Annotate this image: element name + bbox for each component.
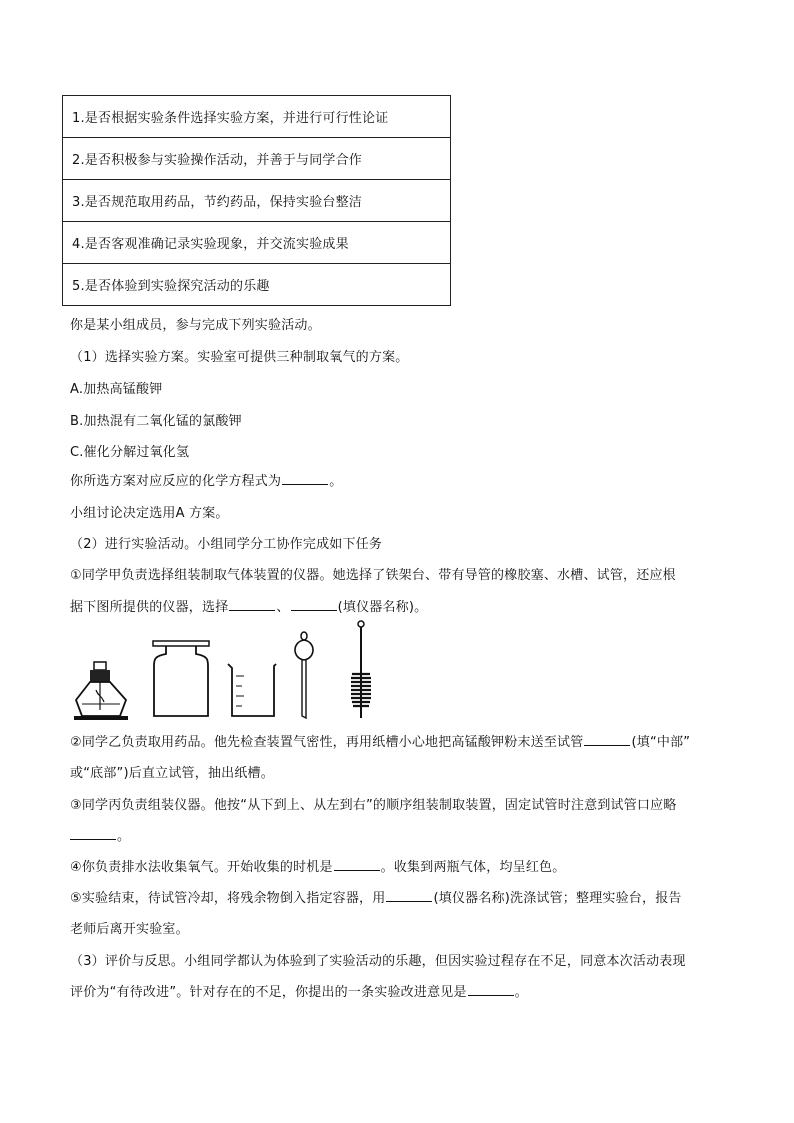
- alcohol-lamp-icon: [72, 660, 130, 722]
- answer-blank[interactable]: [334, 858, 380, 871]
- beaker-icon: [226, 662, 278, 720]
- step-2-hint: (填“中部”: [631, 735, 691, 750]
- step-3-line-2: [70, 825, 130, 844]
- answer-blank[interactable]: [291, 598, 337, 611]
- criterion-cell: 4.是否客观准确记录实验现象，并交流实验成果: [63, 222, 451, 264]
- decision-text: 小组讨论决定选用A 方案。: [70, 506, 229, 521]
- table-row: [63, 138, 451, 180]
- criterion-cell: 2.是否积极参与实验操作活动，并善于与同学合作: [63, 138, 451, 180]
- question-3-line-1: （3）评价与反思。小组同学都认为体验到了实验活动的乐趣，但因实验过程存在不足，同意本次活动表现: [70, 954, 686, 969]
- answer-blank[interactable]: [70, 827, 116, 840]
- evaluation-criteria-table: [62, 95, 451, 306]
- step-4-line: [70, 856, 565, 875]
- step-5-line-1: [70, 887, 682, 906]
- step-1-line-2: [70, 596, 427, 615]
- question-1: （1）选择实验方案。实验室可提供三种制取氧气的方案。: [70, 350, 409, 365]
- equation-prompt: 你所选方案对应反应的化学方程式为: [70, 474, 282, 489]
- question-3-prompt: 评价为“有待改进”。针对存在的不足，你提出的一条实验改进意见是: [70, 985, 467, 1000]
- criterion-cell: 3.是否规范取用药品，节约药品，保持实验台整洁: [63, 180, 451, 222]
- equation-line: [70, 470, 342, 489]
- intro-text: 你是某小组成员，参与完成下列实验活动。: [70, 318, 321, 333]
- option-c: C.催化分解过氧化氢: [70, 445, 190, 460]
- step-5-line-2: 老师后离开实验室。: [70, 922, 189, 937]
- step-5-prompt: ⑤实验结束，待试管冷却，将残余物倒入指定容器，用: [70, 891, 386, 906]
- step-5-tail: (填仪器名称)洗涤试管；整理实验台，报告: [433, 891, 682, 906]
- criterion-cell: 1.是否根据实验条件选择实验方案，并进行可行性论证: [63, 96, 451, 138]
- answer-blank[interactable]: [584, 733, 630, 746]
- answer-blank[interactable]: [282, 472, 328, 485]
- step-1-hint: (填仪器名称)。: [337, 600, 428, 615]
- question-2: （2）进行实验活动。小组同学分工协作完成如下任务: [70, 537, 383, 552]
- answer-blank[interactable]: [468, 983, 514, 996]
- step-4-prompt: ④你负责排水法收集氧气。开始收集的时机是: [70, 860, 333, 875]
- step-4-tail: 。收集到两瓶气体，均呈红色。: [380, 860, 566, 875]
- table-row: [63, 222, 451, 264]
- step-3-line-1: ③同学丙负责组装仪器。他按“从下到上、从左到右”的顺序组装制取装置，固定试管时注意到试管口应略: [70, 798, 677, 813]
- apparatus-figure: [72, 620, 392, 725]
- step-1-prompt: 据下图所提供的仪器，选择: [70, 600, 229, 615]
- test-tube-brush-icon: [348, 620, 374, 720]
- criterion-cell: 5.是否体验到实验探究活动的乐趣: [63, 264, 451, 306]
- option-b: B.加热混有二氧化锰的氯酸钾: [70, 414, 242, 429]
- answer-blank[interactable]: [229, 598, 275, 611]
- option-a: A.加热高锰酸钾: [70, 382, 163, 397]
- table-row: [63, 180, 451, 222]
- table-row: [63, 96, 451, 138]
- step-2-prompt: ②同学乙负责取用药品。他先检查装置气密性，再用纸槽小心地把高锰酸钾粉末送至试管: [70, 735, 584, 750]
- punct: 。: [329, 474, 343, 489]
- answer-blank[interactable]: [386, 889, 432, 902]
- punct: 。: [117, 829, 131, 844]
- gas-jar-icon: [152, 640, 210, 720]
- question-3-line-2: [70, 981, 528, 1000]
- dropper-icon: [290, 628, 318, 720]
- punct: 。: [514, 985, 528, 1000]
- step-1-line-1: ①同学甲负责选择组装制取气体装置的仪器。她选择了铁架台、带有导管的橡胶塞、水槽、试管，还应根: [70, 568, 676, 583]
- table-row: [63, 264, 451, 306]
- punct: 、: [276, 600, 290, 615]
- step-2-line-2: 或“底部”)后直立试管，抽出纸槽。: [70, 766, 274, 781]
- step-2-line-1: [70, 731, 690, 750]
